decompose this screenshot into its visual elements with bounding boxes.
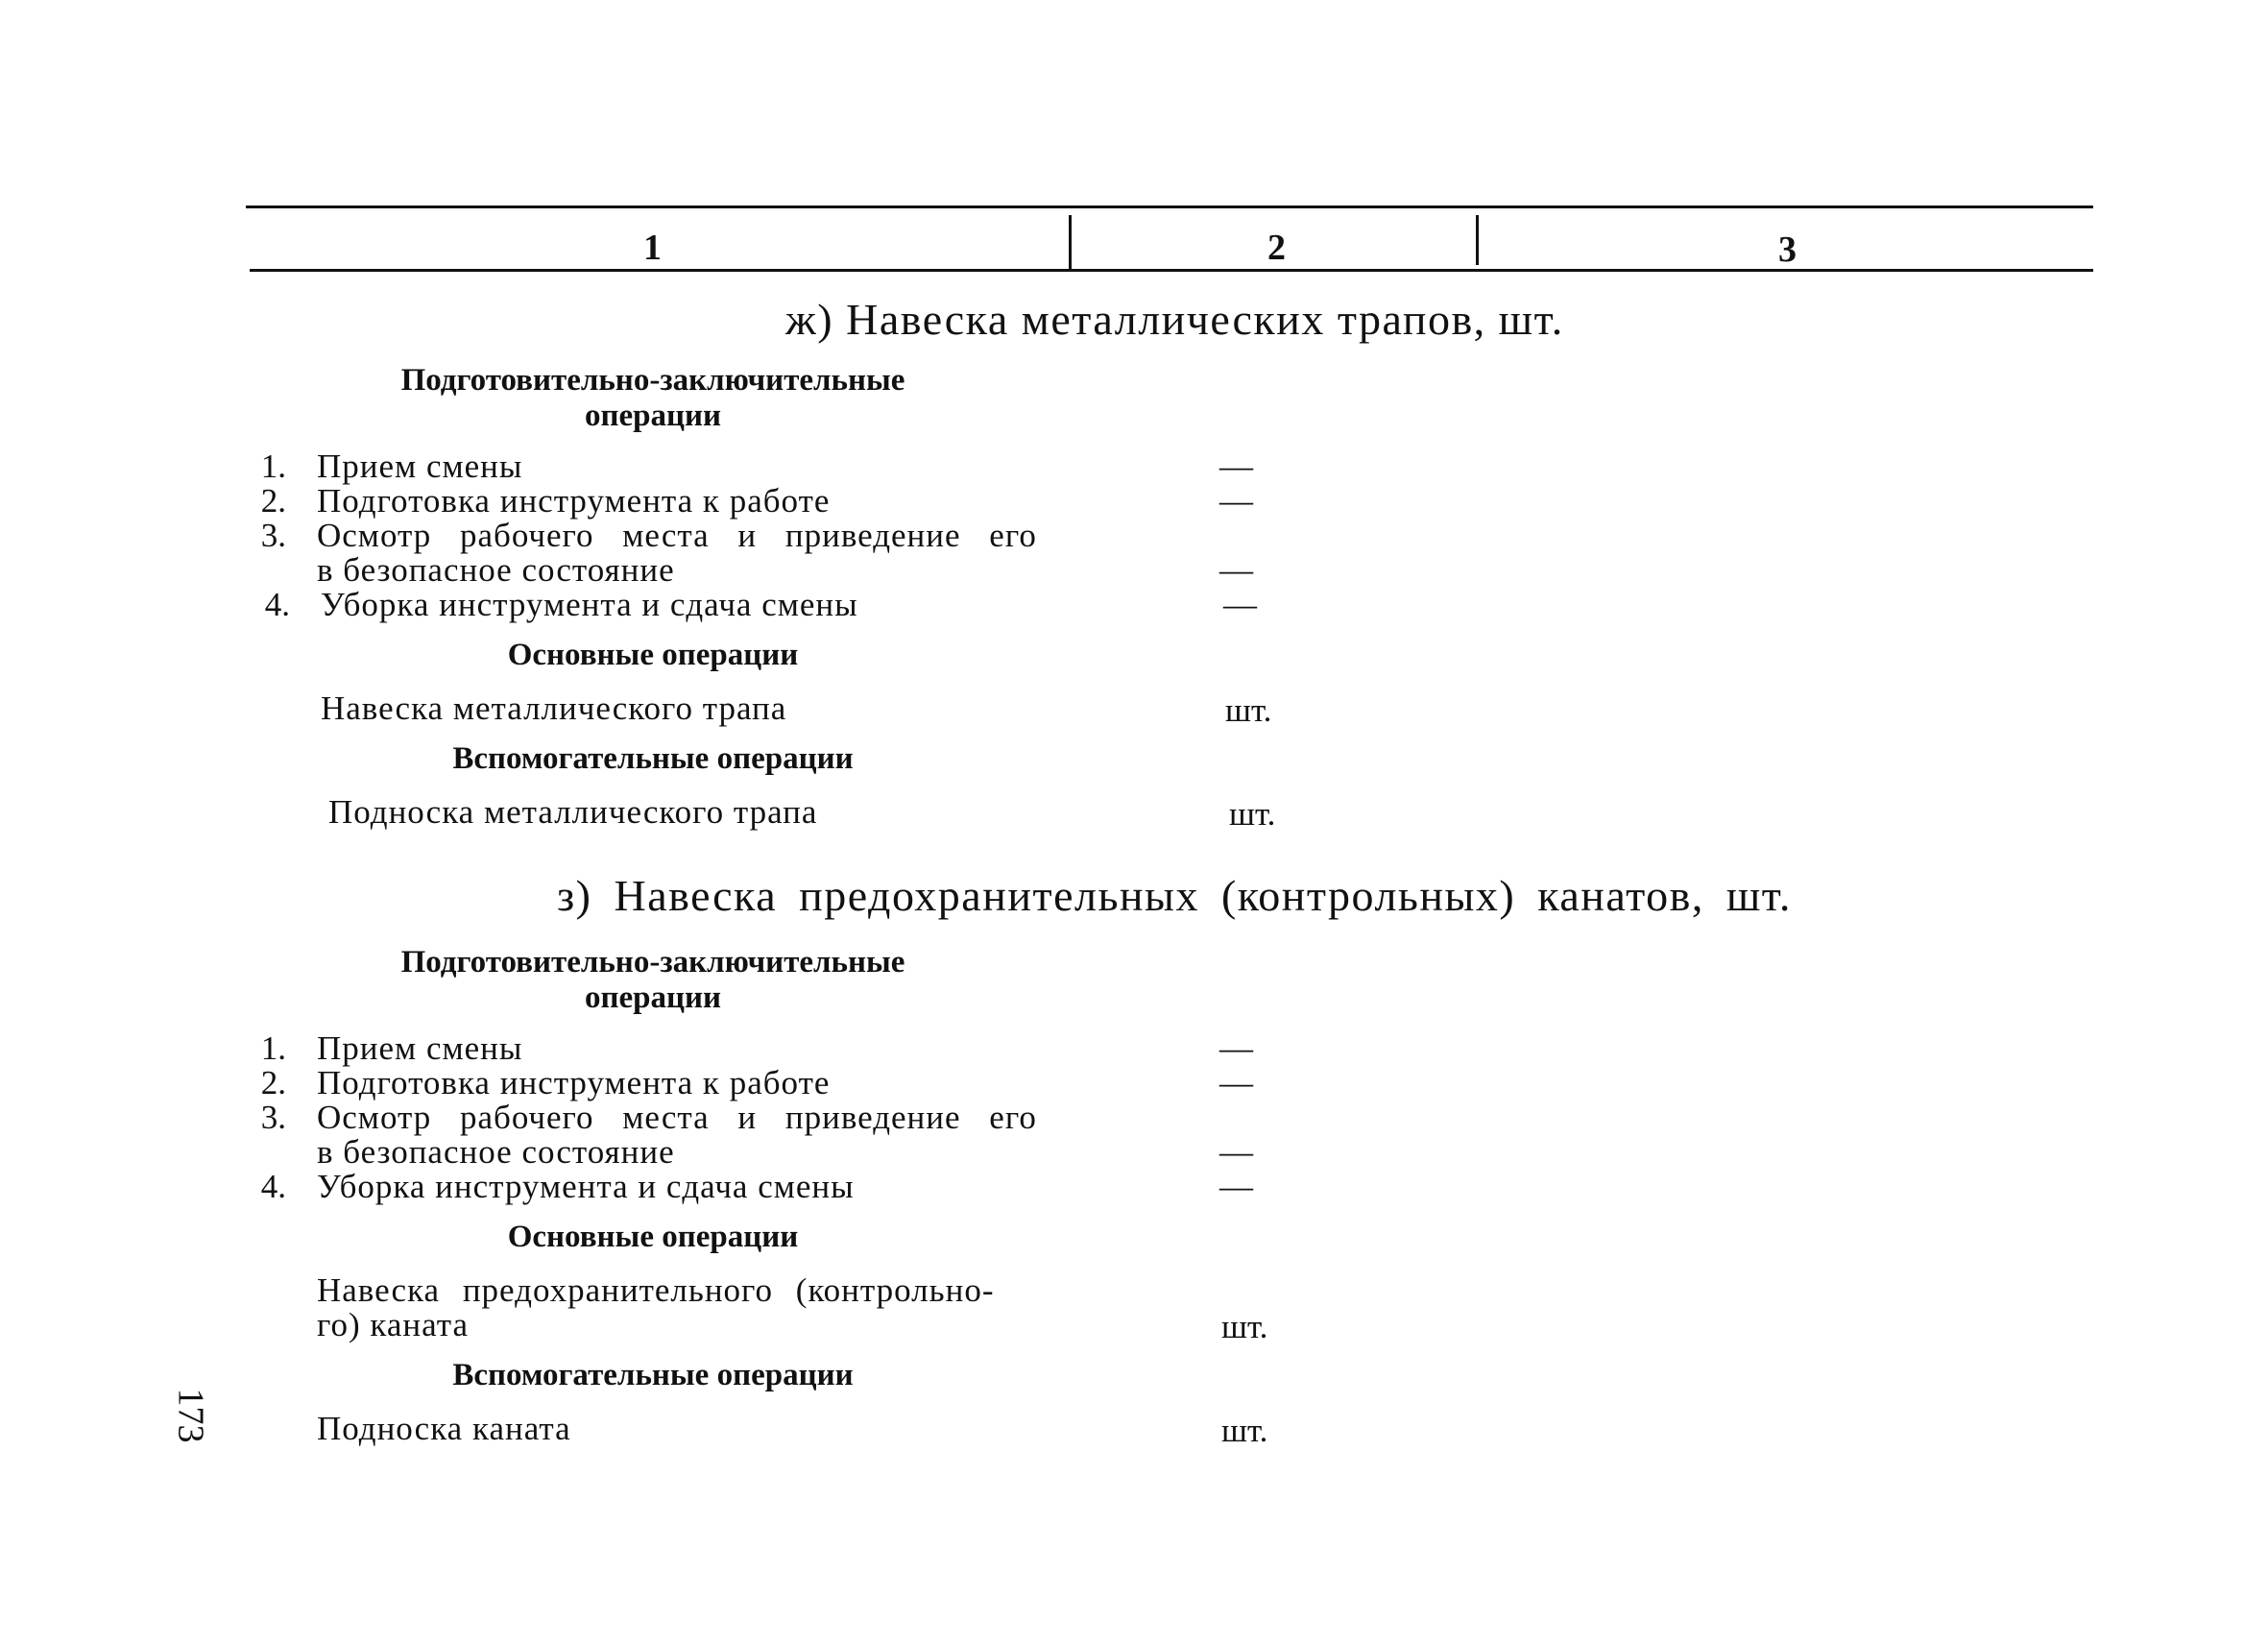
main-item-unit: шт. bbox=[1225, 691, 1272, 729]
item-value: — bbox=[1219, 551, 1253, 589]
item-text: Осмотр рабочего места и приведение его bbox=[317, 1099, 1037, 1136]
item-text: Подготовка инструмента к работе bbox=[317, 1064, 831, 1101]
prep-heading-line: операции bbox=[584, 980, 722, 1015]
item-number: 3. bbox=[260, 1099, 286, 1136]
item-text: в безопасное состояние bbox=[317, 551, 675, 589]
column-divider-2 bbox=[1476, 215, 1479, 265]
item-value: — bbox=[1219, 1168, 1253, 1205]
item-number: 4. bbox=[260, 1168, 286, 1205]
aux-item-unit: шт. bbox=[1221, 1412, 1268, 1449]
item-text: Прием смены bbox=[317, 1029, 523, 1067]
main-item-unit: шт. bbox=[1221, 1308, 1268, 1345]
aux-heading: Вспомогательные операции bbox=[452, 1358, 854, 1392]
prep-heading-line: Подготовительно-заключительные bbox=[400, 945, 905, 980]
prep-heading-line: операции bbox=[584, 399, 722, 433]
item-text: Подготовка инструмента к работе bbox=[317, 482, 831, 520]
item-value: — bbox=[1219, 1133, 1253, 1171]
column-divider-1 bbox=[1069, 215, 1072, 269]
prep-heading-line: Подготовительно-заключительные bbox=[400, 363, 905, 398]
table-top-rule bbox=[246, 206, 2093, 208]
main-heading: Основные операции bbox=[507, 1220, 799, 1254]
table-header-bottom-rule bbox=[250, 269, 2093, 272]
item-value: — bbox=[1219, 1029, 1253, 1067]
column-header-3: 3 bbox=[1778, 230, 1797, 270]
item-number: 1. bbox=[260, 448, 286, 485]
main-heading: Основные операции bbox=[507, 638, 799, 672]
item-value: — bbox=[1223, 586, 1257, 623]
item-text: Осмотр рабочего места и приведение его bbox=[317, 517, 1037, 554]
item-number: 2. bbox=[260, 482, 286, 520]
aux-item-text: Подноска каната bbox=[317, 1410, 571, 1447]
section-title: ж) Навеска металлических трапов, шт. bbox=[785, 295, 1564, 344]
prep-heading bbox=[365, 363, 941, 434]
prep-heading bbox=[365, 945, 941, 1016]
item-value: — bbox=[1219, 482, 1253, 520]
aux-item-text: Подноска металлического трапа bbox=[328, 793, 818, 831]
main-item-text: го) каната bbox=[317, 1306, 470, 1343]
item-value: — bbox=[1219, 448, 1253, 485]
item-value: — bbox=[1219, 1064, 1253, 1101]
column-header-2: 2 bbox=[1267, 228, 1286, 268]
page-number: 173 bbox=[170, 1388, 211, 1443]
item-text: Прием смены bbox=[317, 448, 523, 485]
section-title: з) Навеска предохранительных (контрольных) канатов, шт. bbox=[557, 871, 1792, 920]
item-text: Уборка инструмента и сдача смены bbox=[317, 1168, 855, 1205]
item-number: 3. bbox=[260, 517, 286, 554]
item-number: 2. bbox=[260, 1064, 286, 1101]
column-header-1: 1 bbox=[643, 228, 662, 268]
item-text: Уборка инструмента и сдача смены bbox=[321, 586, 858, 623]
aux-item-unit: шт. bbox=[1229, 795, 1276, 833]
main-item-text: Навеска металлического трапа bbox=[321, 689, 787, 727]
item-text: в безопасное состояние bbox=[317, 1133, 675, 1171]
item-number: 1. bbox=[260, 1029, 286, 1067]
item-number: 4. bbox=[264, 586, 290, 623]
main-item-text: Навеска предохранительного (контрольно- bbox=[317, 1271, 995, 1309]
aux-heading: Вспомогательные операции bbox=[452, 741, 854, 776]
